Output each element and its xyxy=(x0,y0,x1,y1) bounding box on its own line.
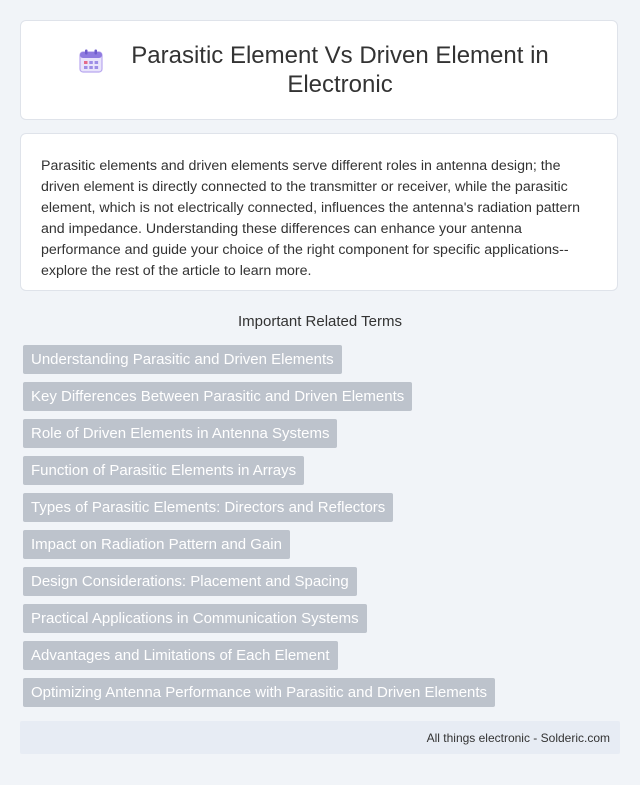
related-term-link[interactable]: Key Differences Between Parasitic and Driven Elements xyxy=(23,382,412,411)
related-term-link[interactable]: Optimizing Antenna Performance with Parasitic and Driven Elements xyxy=(23,678,495,707)
related-term-link[interactable]: Types of Parasitic Elements: Directors and Reflectors xyxy=(23,493,393,522)
related-term-link[interactable]: Practical Applications in Communication Systems xyxy=(23,604,367,633)
summary-card xyxy=(20,133,618,291)
related-term-link[interactable]: Design Considerations: Placement and Spacing xyxy=(23,567,357,596)
footer-text: All things electronic - Solderic.com xyxy=(426,730,610,745)
related-term-link[interactable]: Understanding Parasitic and Driven Elements xyxy=(23,345,342,374)
related-term-link[interactable]: Role of Driven Elements in Antenna Systems xyxy=(23,419,337,448)
page-title: Parasitic Element Vs Driven Element in Electronic xyxy=(131,42,549,98)
summary-text: Parasitic elements and driven elements serve different roles in antenna design; the driven element is directly connected to the transmitter or receiver, while the parasitic element, which is not electrically connected, influences the antenna's radiation pattern and impedance. Understanding these differences can enhance your antenna performance and guide your choice of the right component for specific applications--explore the rest of the article to learn more. xyxy=(41,158,581,279)
related-term-link[interactable]: Advantages and Limitations of Each Element xyxy=(23,641,338,670)
calendar-icon xyxy=(78,48,104,74)
related-term-link[interactable]: Impact on Radiation Pattern and Gain xyxy=(23,530,290,559)
related-term-link[interactable]: Function of Parasitic Elements in Arrays xyxy=(23,456,304,485)
related-terms-heading: Important Related Terms xyxy=(238,313,402,330)
footer xyxy=(20,721,620,754)
title-card xyxy=(20,20,618,120)
